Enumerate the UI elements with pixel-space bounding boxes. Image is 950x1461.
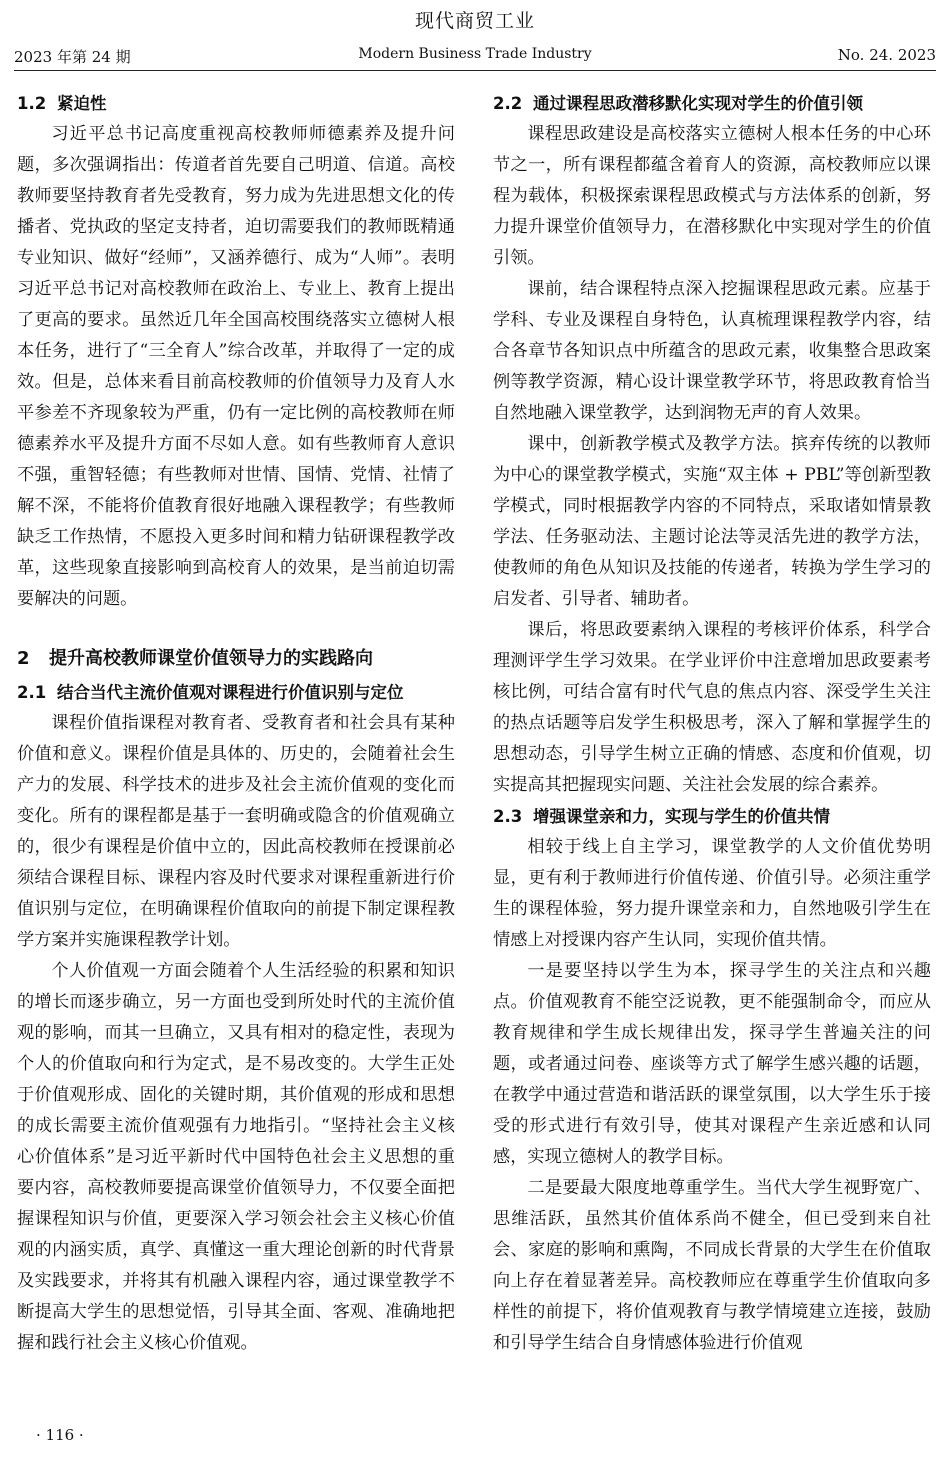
section-heading-2-2 [493, 88, 931, 119]
section-heading-2-3 [493, 801, 931, 832]
section-title: 结合当代主流价值观对课程进行价值识别与定位 [57, 683, 404, 702]
paragraph: 课程思政建设是高校落实立德树人根本任务的中心环节之一，所有课程都蕴含着育人的资源，高校教师应以课程为载体，积极探索课程思政模式与方法体系的创新，努力提升课堂价值领导力，在潜移默化中实现对学生的价值引领。 [493, 124, 931, 268]
section-title: 增强课堂亲和力，实现与学生的价值共情 [533, 807, 830, 826]
paragraph: 一是要坚持以学生为本，探寻学生的关注点和兴趣点。价值观教育不能空泛说教，更不能强制命令，而应从教育规律和学生成长规律出发，探寻学生普遍关注的问题，或者通过问卷、座谈等方式了解学生感兴趣的话题，在教学中通过营造和谐活跃的课堂氛围，以大学生乐于接受的形式进行有效引导，使其对课程产生亲近感和认同感，实现立德树人的教学目标。 [493, 961, 931, 1167]
paragraph: 课后，将思政要素纳入课程的考核评价体系，科学合理测评学生学习效果。在学业评价中注意增加思政要素考核比例，可结合富有时代气息的焦点内容、深受学生关注的热点话题等启发学生积极思考，深入了解和掌握学生的思想动态，引导学生树立正确的情感、态度和价值观，切实提高其把握现实问题、关注社会发展的综合素养。 [493, 620, 931, 795]
section-title: 通过课程思政潜移默化实现对学生的价值引领 [533, 94, 863, 113]
paragraph: 课中，创新教学模式及教学方法。摈弃传统的以教师为中心的课堂教学模式，实施“双主体 + PBL”等创新型教学模式，同时根据教学内容的不同特点，采取诸如情景教学法、任务驱动法、主题讨论法等灵活先进的教学方法，使教师的角色从知识及技能的传递者，转换为学生学习的启发者、引导者、辅助者。 [493, 434, 931, 609]
section-heading-1-2 [17, 88, 455, 119]
section-number: 2.2 [493, 94, 523, 113]
section-title: 紧迫性 [57, 94, 107, 113]
left-column [17, 88, 455, 1359]
section-heading-2-1 [17, 677, 455, 708]
page-number: · 116 · [36, 1426, 84, 1444]
header-rule [14, 70, 936, 71]
section-number: 1.2 [17, 94, 47, 113]
journal-title: 现代商贸工业 [414, 10, 535, 32]
paragraph: 相较于线上自主学习，课堂教学的人文价值优势明显，更有利于教师进行价值传递、价值引导。必须注重学生的课程体验，努力提升课堂亲和力，自然地吸引学生在情感上对授课内容产生认同，实现价值共情。 [493, 837, 931, 950]
issue-number: No. 24. 2023 [837, 46, 936, 64]
paragraph: 二是要最大限度地尊重学生。当代大学生视野宽广、思维活跃，虽然其价值体系尚不健全，但已受到来自社会、家庭的影响和熏陶，不同成长背景的大学生在价值取向上存在着显著差异。高校教师应在尊重学生价值取向多样性的前提下，将价值观教育与教学情境建立连接，鼓励和引导学生结合自身情感体验进行价值观 [493, 1178, 931, 1353]
paragraph: 习近平总书记高度重视高校教师师德素养及提升问题，多次强调指出：传道者首先要自己明道、信道。高校教师要坚持教育者先受教育，努力成为先进思想文化的传播者、党执政的坚定支持者，迫切需要我们的教师既精通专业知识、做好“经师”，又涵养德行、成为“人师”。表明习近平总书记对高校教师在政治上、专业上、教育上提出了更高的要求。虽然近几年全国高校围绕落实立德树人根本任务，进行了“三全育人”综合改革，并取得了一定的成效。但是，总体来看目前高校教师的价值领导力及育人水平参差不齐现象较为严重，仍有一定比例的高校教师在师德素养水平及提升方面不尽如人意。如有些教师育人意识不强，重智轻德；有些教师对世情、国情、党情、社情了解不深，不能将价值教育很好地融入课程教学；有些教师缺乏工作热情，不愿投入更多时间和精力钻研课程教学改革，这些现象直接影响到高校育人的效果，是当前迫切需要解决的问题。 [17, 124, 455, 609]
section-title: 提升高校教师课堂价值领导力的实践路向 [49, 648, 373, 669]
journal-title-en: Modern Business Trade Industry [358, 46, 592, 62]
section-number: 2.3 [493, 807, 523, 826]
issue-label: 2023 年第 24 期 [14, 48, 131, 66]
paragraph: 课前，结合课程特点深入挖掘课程思政元素。应基于学科、专业及课程自身特色，认真梳理课程教学内容，结合各章节各知识点中所蕴含的思政元素，收集整合思政案例等教学资源，精心设计课堂教学环节，将思政教育恰当自然地融入课堂教学，达到润物无声的育人效果。 [493, 279, 931, 423]
section-number: 2 [17, 648, 30, 669]
paragraph: 课程价值指课程对教育者、受教育者和社会具有某种价值和意义。课程价值是具体的、历史的，会随着社会生产力的发展、科学技术的进步及社会主流价值观的变化而变化。所有的课程都是基于一套明确或隐含的价值观确立的，很少有课程是价值中立的，因此高校教师在授课前必须结合课程目标、课程内容及时代要求对课程重新进行价值识别与定位，在明确课程价值取向的前提下制定课程教学方案并实施课程教学计划。 [17, 713, 455, 950]
section-heading-2 [17, 643, 455, 675]
right-column [493, 88, 931, 1359]
section-number: 2.1 [17, 683, 47, 702]
paragraph: 个人价值观一方面会随着个人生活经验的积累和知识的增长而逐步确立，另一方面也受到所处时代的主流价值观的影响，而其一旦确立，又具有相对的稳定性，表现为个人的价值取向和行为定式，是不易改变的。大学生正处于价值观形成、固化的关键时期，其价值观的形成和思想的成长需要主流价值观强有力地指引。“坚持社会主义核心价值体系”是习近平新时代中国特色社会主义思想的重要内容，高校教师要提高课堂价值领导力，不仅要全面把握课程知识与价值，更要深入学习领会社会主义核心价值观的内涵实质，真学、真懂这一重大理论创新的时代背景及实践要求，并将其有机融入课程内容，通过课堂教学不断提高大学生的思想觉悟，引导其全面、客观、准确地把握和践行社会主义核心价值观。 [17, 961, 455, 1353]
